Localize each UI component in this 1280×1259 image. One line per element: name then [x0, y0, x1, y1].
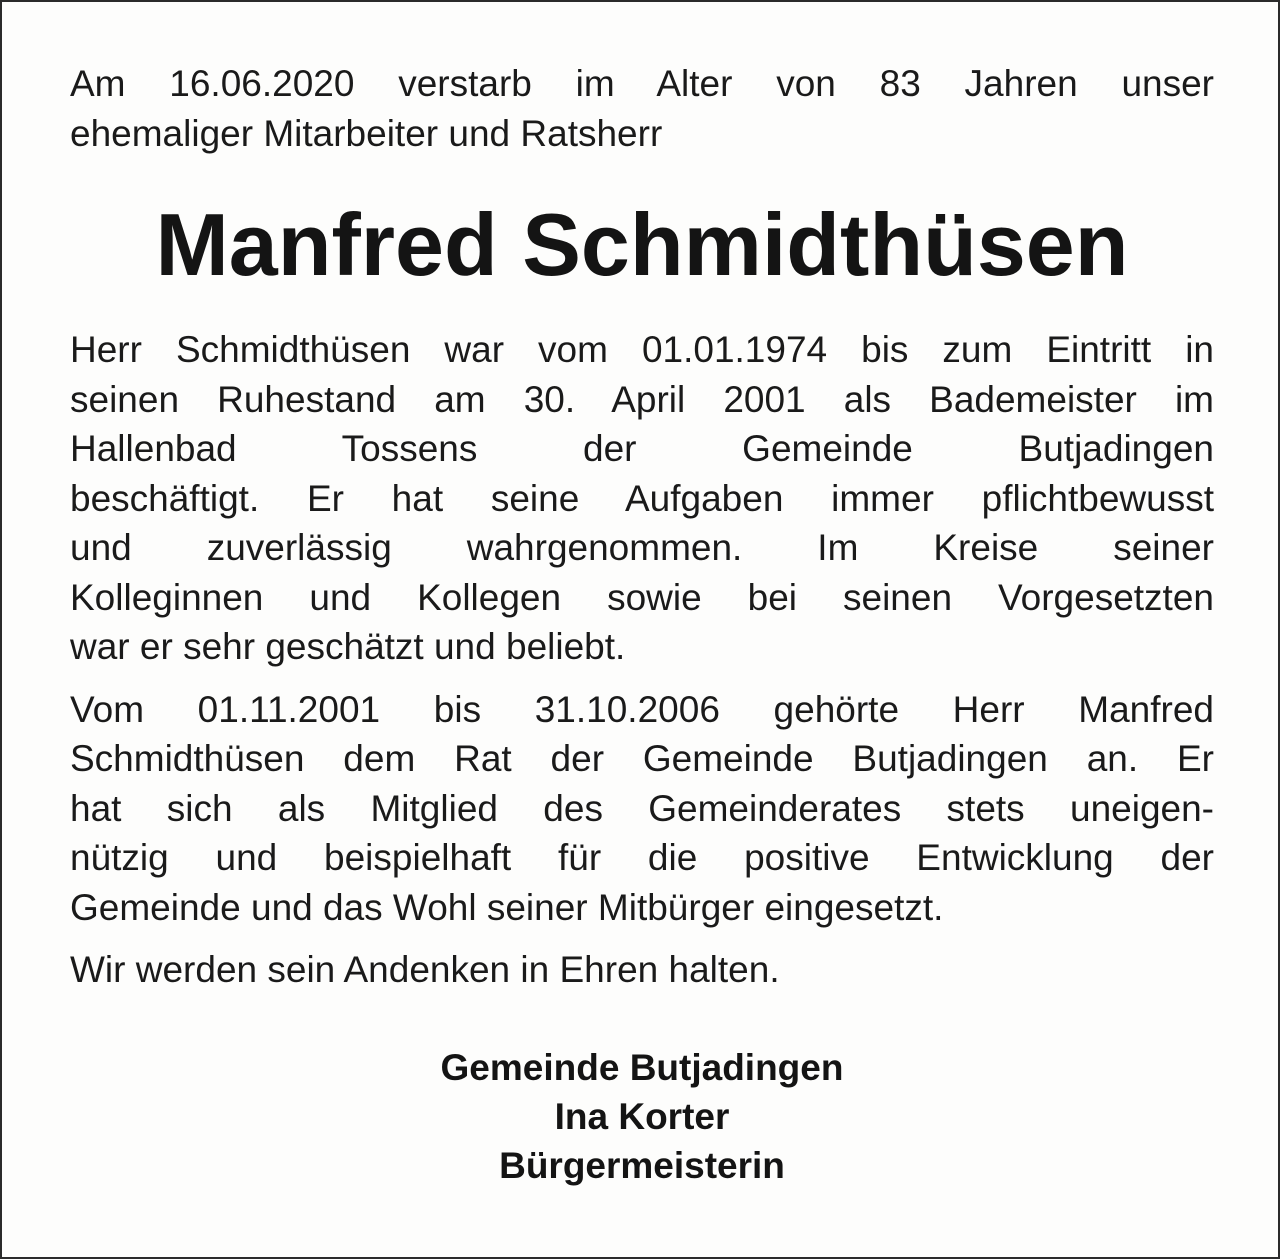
paragraph-career-line: und zuverlässig wahrgenommen. Im Kreise seiner	[70, 527, 1214, 568]
paragraph-council-line: nützig und beispielhaft für die positive Entwicklung der	[70, 837, 1214, 878]
signature-person: Ina Korter	[554, 1095, 730, 1137]
paragraph-council-line: Gemeinde und das Wohl seiner Mitbürger eingesetzt.	[70, 886, 944, 928]
paragraph-remembrance-line: Wir werden sein Andenken in Ehren halten.	[70, 949, 780, 990]
paragraph-council-line: Schmidthüsen dem Rat der Gemeinde Butjadingen an. Er	[70, 738, 1214, 779]
paragraph-career-line: Herr Schmidthüsen war vom 01.01.1974 bis zum Eintritt in	[70, 329, 1214, 370]
paragraph-council	[70, 685, 1214, 933]
paragraph-remembrance	[70, 945, 1214, 995]
paragraph-career-line: seinen Ruhestand am 30. April 2001 als Bademeister im	[70, 378, 1214, 420]
intro-text	[70, 59, 1214, 159]
paragraph-council-line: Vom 01.11.2001 bis 31.10.2006 gehörte Herr Manfred	[70, 688, 1214, 730]
paragraph-career	[70, 325, 1214, 672]
intro-line-1: Am 16.06.2020 verstarb im Alter von 83 Jahren unser	[70, 63, 1214, 104]
paragraph-career-line: beschäftigt. Er hat seine Aufgaben immer pflichtbewusst	[70, 477, 1214, 519]
paragraph-career-line: Hallenbad Tossens der Gemeinde Butjadingen	[70, 428, 1214, 469]
paragraph-council-line: hat sich als Mitglied des Gemeinderates stets uneigen-	[70, 787, 1214, 829]
paragraph-career-line: war er sehr geschätzt und beliebt.	[70, 626, 626, 667]
deceased-name: Manfred Schmidthüsen	[155, 195, 1129, 294]
signature-organization: Gemeinde Butjadingen	[440, 1046, 844, 1088]
obituary-content	[70, 59, 1214, 1190]
paragraph-career-line: Kolleginnen und Kollegen sowie bei seinen Vorgesetzten	[70, 576, 1214, 618]
signature-title: Bürgermeisterin	[499, 1144, 785, 1186]
intro-line-2: ehemaliger Mitarbeiter und Ratsherr	[70, 113, 663, 154]
signature-block	[70, 1043, 1214, 1190]
